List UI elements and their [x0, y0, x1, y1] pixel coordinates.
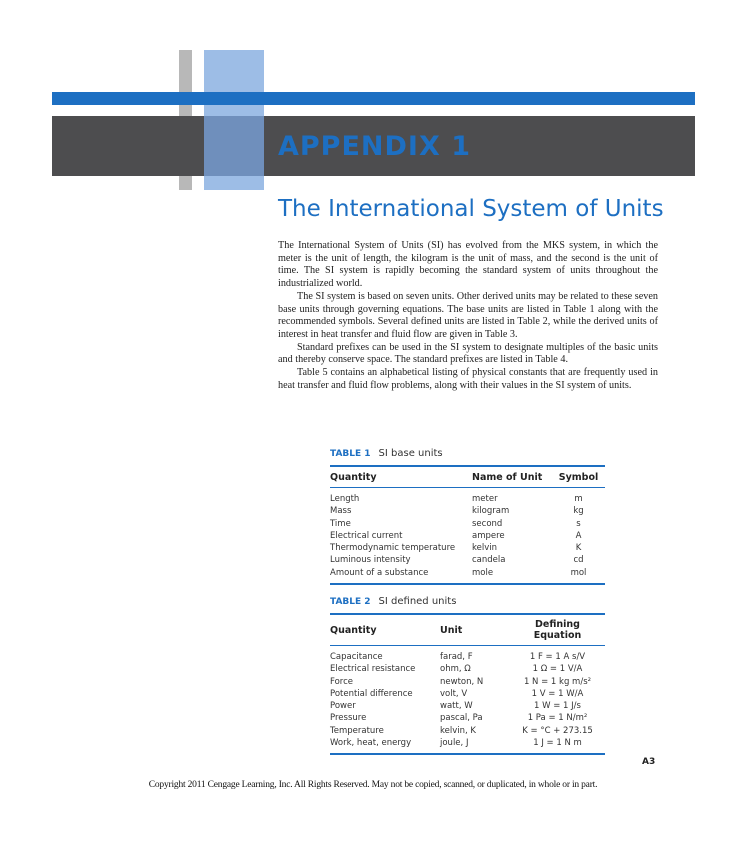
table-cell: Amount of a substance — [330, 567, 429, 578]
table-cell: s — [576, 518, 581, 529]
table-cell: ampere — [472, 530, 505, 541]
column-header: Name of Unit — [472, 471, 543, 483]
table-cell: Work, heat, energy — [330, 738, 412, 749]
table-cell: 1 V = 1 W/A — [531, 688, 584, 699]
column-header: Symbol — [558, 471, 599, 483]
table-row — [330, 663, 605, 675]
table-cell: newton, N — [440, 676, 484, 687]
table-row — [330, 737, 605, 754]
table-caption-text: SI defined units — [378, 596, 457, 607]
table-cell: 1 N = 1 kg m/s² — [523, 676, 592, 687]
table-cell: K — [575, 543, 582, 554]
table-cell: Capacitance — [330, 652, 383, 662]
table-cell: kelvin, K — [440, 725, 476, 736]
table-header-row — [330, 614, 605, 646]
table-cell: cd — [573, 555, 584, 566]
table-cell: Temperature — [330, 725, 384, 736]
table-cell: 1 F = 1 A s/V — [529, 652, 586, 662]
table-cell: 1 W = 1 J/s — [534, 701, 581, 712]
table-cell: Thermodynamic temperature — [330, 543, 456, 554]
data-table — [330, 613, 605, 755]
paragraph: The SI system is based on seven units. Other derived units may be related to these seven base units through governing equations. The base units are listed in Table 1 along with the recommended symbols. Several defined units are listed in Table 2, while the derived units of interest in heat transfer and fluid flow are given in Table 3. — [278, 290, 658, 340]
table-row — [330, 688, 605, 700]
column-header: Quantity — [330, 624, 377, 636]
table-cell: second — [472, 518, 503, 529]
table-cell: Potential difference — [330, 688, 413, 699]
table-cell: Luminous intensity — [330, 555, 411, 566]
table-si-defined-units — [330, 595, 605, 755]
table-cell: mol — [570, 567, 587, 578]
table-cell: kilogram — [472, 506, 510, 517]
table-caption — [330, 595, 605, 609]
paragraph: Table 5 contains an alphabetical listing of physical constants that are frequently used in heat transfer and fluid flow problems, along with their values in the SI system of units. — [278, 367, 658, 391]
table-cell: candela — [472, 555, 506, 566]
appendix-label: APPENDIX 1 — [278, 131, 471, 162]
table-label: TABLE 2 — [330, 597, 371, 607]
column-header: Defining Equation — [533, 619, 582, 641]
table-cell: meter — [472, 494, 498, 504]
table-row — [330, 712, 605, 724]
table-cell: volt, V — [440, 688, 468, 699]
table-cell: Electrical resistance — [330, 664, 416, 675]
table-cell: Power — [330, 701, 356, 712]
paragraph: The International System of Units (SI) has evolved from the MKS system, in which the meter is the unit of length, the kilogram is the unit of mass, and the second is the unit of time. The SI system is rapidly becoming the standard system of units throughout the industrialized world. — [278, 240, 658, 290]
table-cell: Mass — [330, 506, 352, 517]
table-row — [330, 554, 605, 566]
table-row — [330, 505, 605, 517]
table-row — [330, 530, 605, 542]
header-blue-bar — [52, 92, 695, 105]
table-cell: mole — [472, 567, 494, 578]
table-caption-text: SI base units — [378, 448, 443, 459]
table-cell: Electrical current — [330, 530, 403, 541]
table-cell: kg — [573, 506, 584, 517]
table-cell: Time — [330, 518, 351, 529]
table-row — [330, 542, 605, 554]
paragraph: Standard prefixes can be used in the SI system to designate multiples of the basic units and thereby conserve space. The standard prefixes are listed in Table 4. — [278, 341, 658, 366]
table-row — [330, 488, 605, 506]
table-cell: Length — [330, 494, 360, 504]
table-cell: ohm, Ω — [440, 664, 471, 675]
table-cell: joule, J — [440, 738, 469, 749]
table-cell: 1 Pa = 1 N/m² — [527, 713, 588, 724]
table-cell: kelvin — [472, 543, 497, 554]
table-si-base-units — [330, 447, 605, 585]
table-caption — [330, 447, 605, 461]
table-cell: watt, W — [440, 701, 473, 712]
table-row — [330, 725, 605, 737]
column-header: Unit — [440, 624, 463, 636]
header-band-accent — [204, 116, 264, 176]
table-header-row — [330, 466, 605, 488]
data-table — [330, 465, 605, 585]
table-cell: A — [575, 530, 582, 541]
page-number: A3 — [642, 757, 656, 767]
table-cell: m — [574, 494, 583, 504]
copyright-notice: Copyright 2011 Cengage Learning, Inc. All Rights Reserved. May not be copied, scanned, or duplicated, in whole or in part. — [148, 780, 598, 790]
table-cell: Pressure — [330, 713, 367, 724]
table-row — [330, 676, 605, 688]
table-row — [330, 567, 605, 584]
table-cell: 1 Ω = 1 V/A — [532, 664, 583, 675]
column-header: Quantity — [330, 471, 377, 483]
table-cell: 1 J = 1 N m — [533, 738, 582, 749]
page-title: The International System of Units — [278, 196, 664, 222]
table-row — [330, 700, 605, 712]
table-row — [330, 518, 605, 530]
table-label: TABLE 1 — [330, 449, 371, 459]
table-cell: farad, F — [440, 652, 473, 662]
table-cell: pascal, Pa — [440, 713, 483, 724]
table-row — [330, 646, 605, 664]
table-cell: K = °C + 273.15 — [522, 725, 593, 736]
body-text — [278, 240, 658, 392]
table-cell: Force — [330, 676, 353, 687]
